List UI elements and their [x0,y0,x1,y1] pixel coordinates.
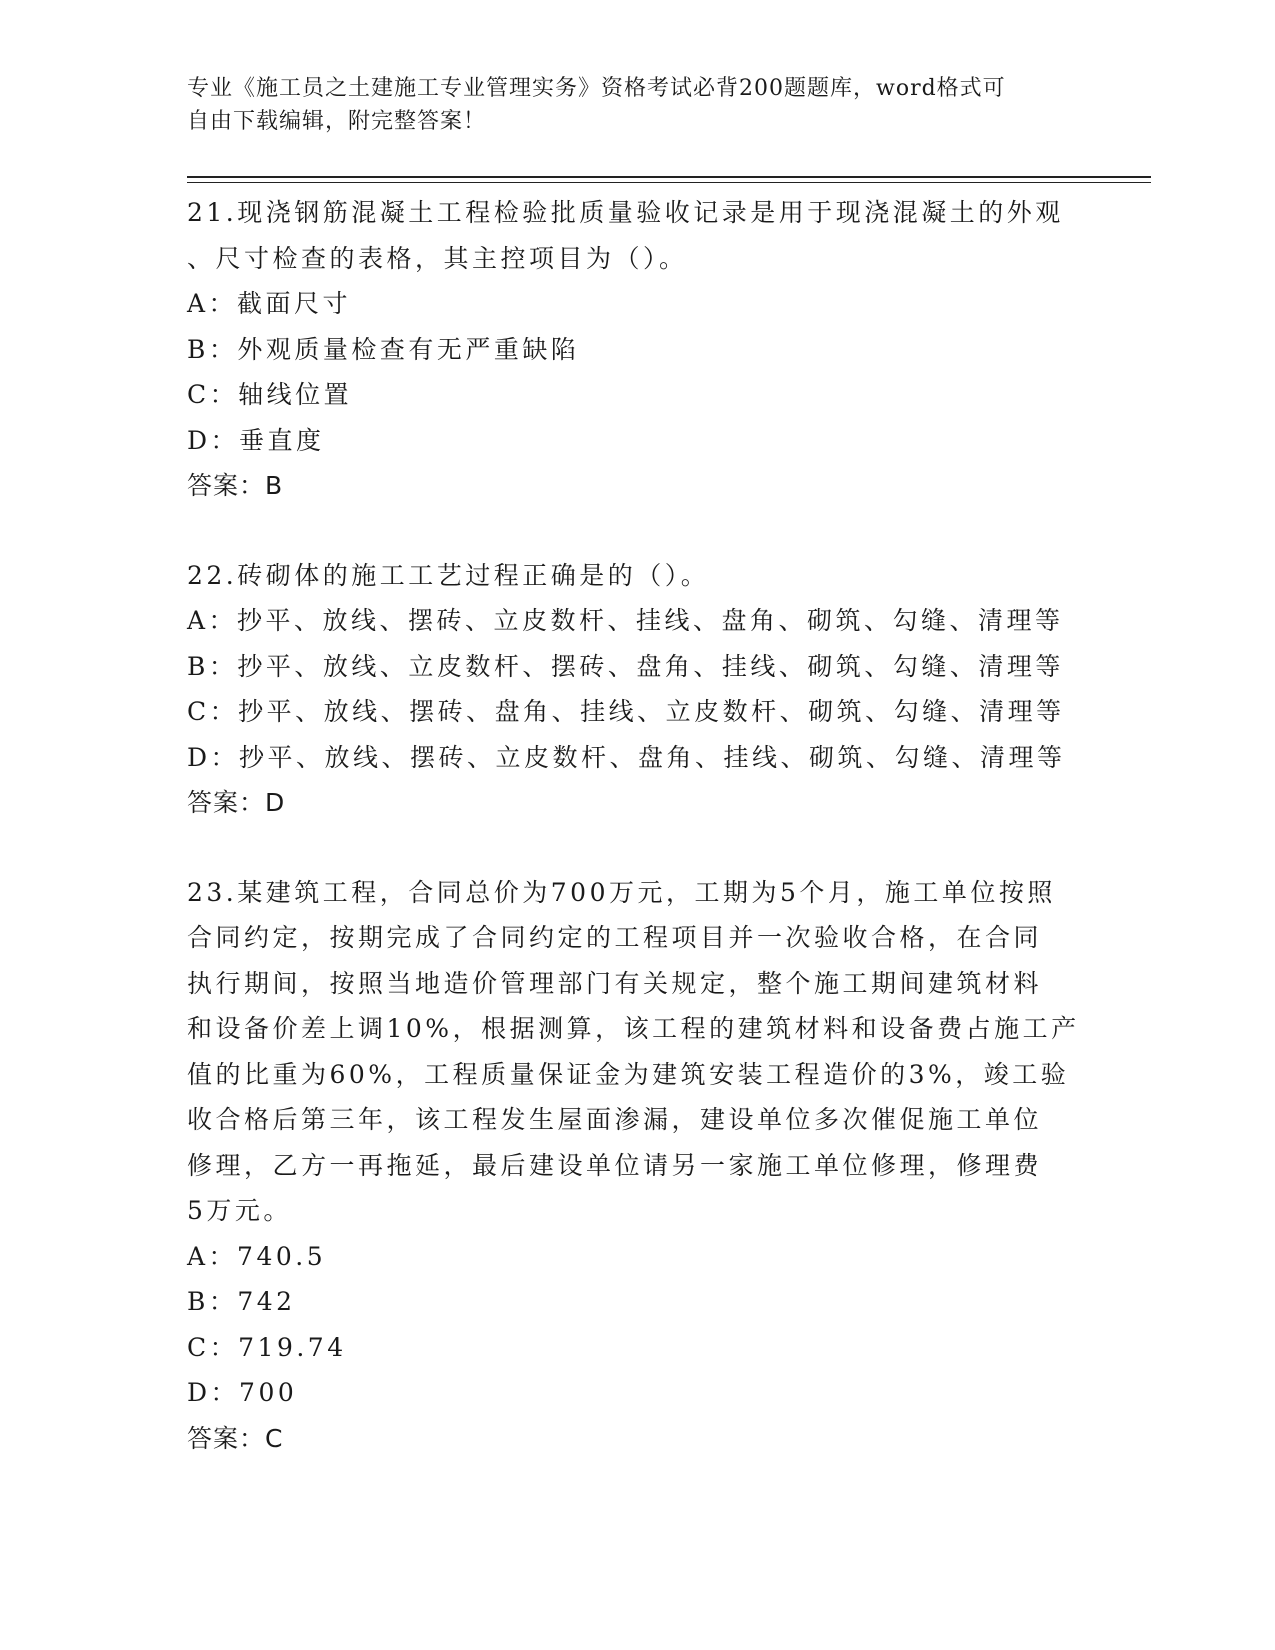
header-line-1: 专业《施工员之土建施工专业管理实务》资格考试必背200题题库，word格式可 [187,76,1006,101]
question-list [187,190,1087,1505]
option-d: D：700 [187,1378,298,1407]
answer-line: 答案：D [187,788,286,817]
option-d: D：垂直度 [187,425,325,455]
header-rule-thin [187,182,1151,183]
option-c: C：轴线位置 [187,380,353,409]
question-22 [187,553,1087,826]
question-stem-line: 值的比重为60%，工程质量保证金为建筑安装工程造价的3%，竣工验 [187,1059,1070,1089]
option-b: B：抄平、放线、立皮数杆、摆砖、盘角、挂线、砌筑、勾缝、清理等 [187,651,1064,681]
question-stem-line: 合同约定，按期完成了合同约定的工程项目并一次验收合格，在合同 [187,923,1043,952]
document-header [187,72,1087,138]
question-stem-line: 执行期间，按照当地造价管理部门有关规定，整个施工期间建筑材料 [187,968,1043,998]
question-stem-line: 和设备价差上调10%，根据测算，该工程的建筑材料和设备费占施工产 [187,1014,1080,1043]
option-b: B：742 [187,1287,296,1316]
option-c: C：抄平、放线、摆砖、盘角、挂线、立皮数杆、砌筑、勾缝、清理等 [187,697,1065,726]
question-stem-line: 5万元。 [187,1196,292,1225]
option-c: C：719.74 [187,1332,347,1362]
question-stem-line: 22.砖砌体的施工工艺过程正确是的（）。 [187,560,710,590]
question-stem-line: 收合格后第三年，该工程发生屋面渗漏，建设单位多次催促施工单位 [187,1105,1043,1134]
option-a: A：740.5 [187,1241,327,1271]
question-21 [187,190,1087,509]
option-b: B：外观质量检查有无严重缺陷 [187,334,580,364]
question-stem-line: 21.现浇钢筋混凝土工程检验批质量验收记录是用于现浇混凝土的外观 [187,198,1064,227]
question-stem-line: 、尺寸检查的表格，其主控项目为（）。 [187,243,688,273]
header-line-2: 自由下载编辑，附完整答案！ [187,109,487,134]
answer-line: 答案：B [187,471,284,500]
header-rule-thick [187,176,1151,178]
option-d: D：抄平、放线、摆砖、立皮数杆、盘角、挂线、砌筑、勾缝、清理等 [187,742,1066,772]
question-23 [187,870,1087,1462]
answer-line: 答案：C [187,1423,284,1453]
option-a: A：抄平、放线、摆砖、立皮数杆、挂线、盘角、砌筑、勾缝、清理等 [187,606,1064,635]
question-stem-line: 23.某建筑工程，合同总价为700万元，工期为5个月，施工单位按照 [187,877,1056,907]
question-stem-line: 修理，乙方一再拖延，最后建设单位请另一家施工单位修理，修理费 [187,1150,1043,1180]
option-a: A：截面尺寸 [187,289,352,318]
